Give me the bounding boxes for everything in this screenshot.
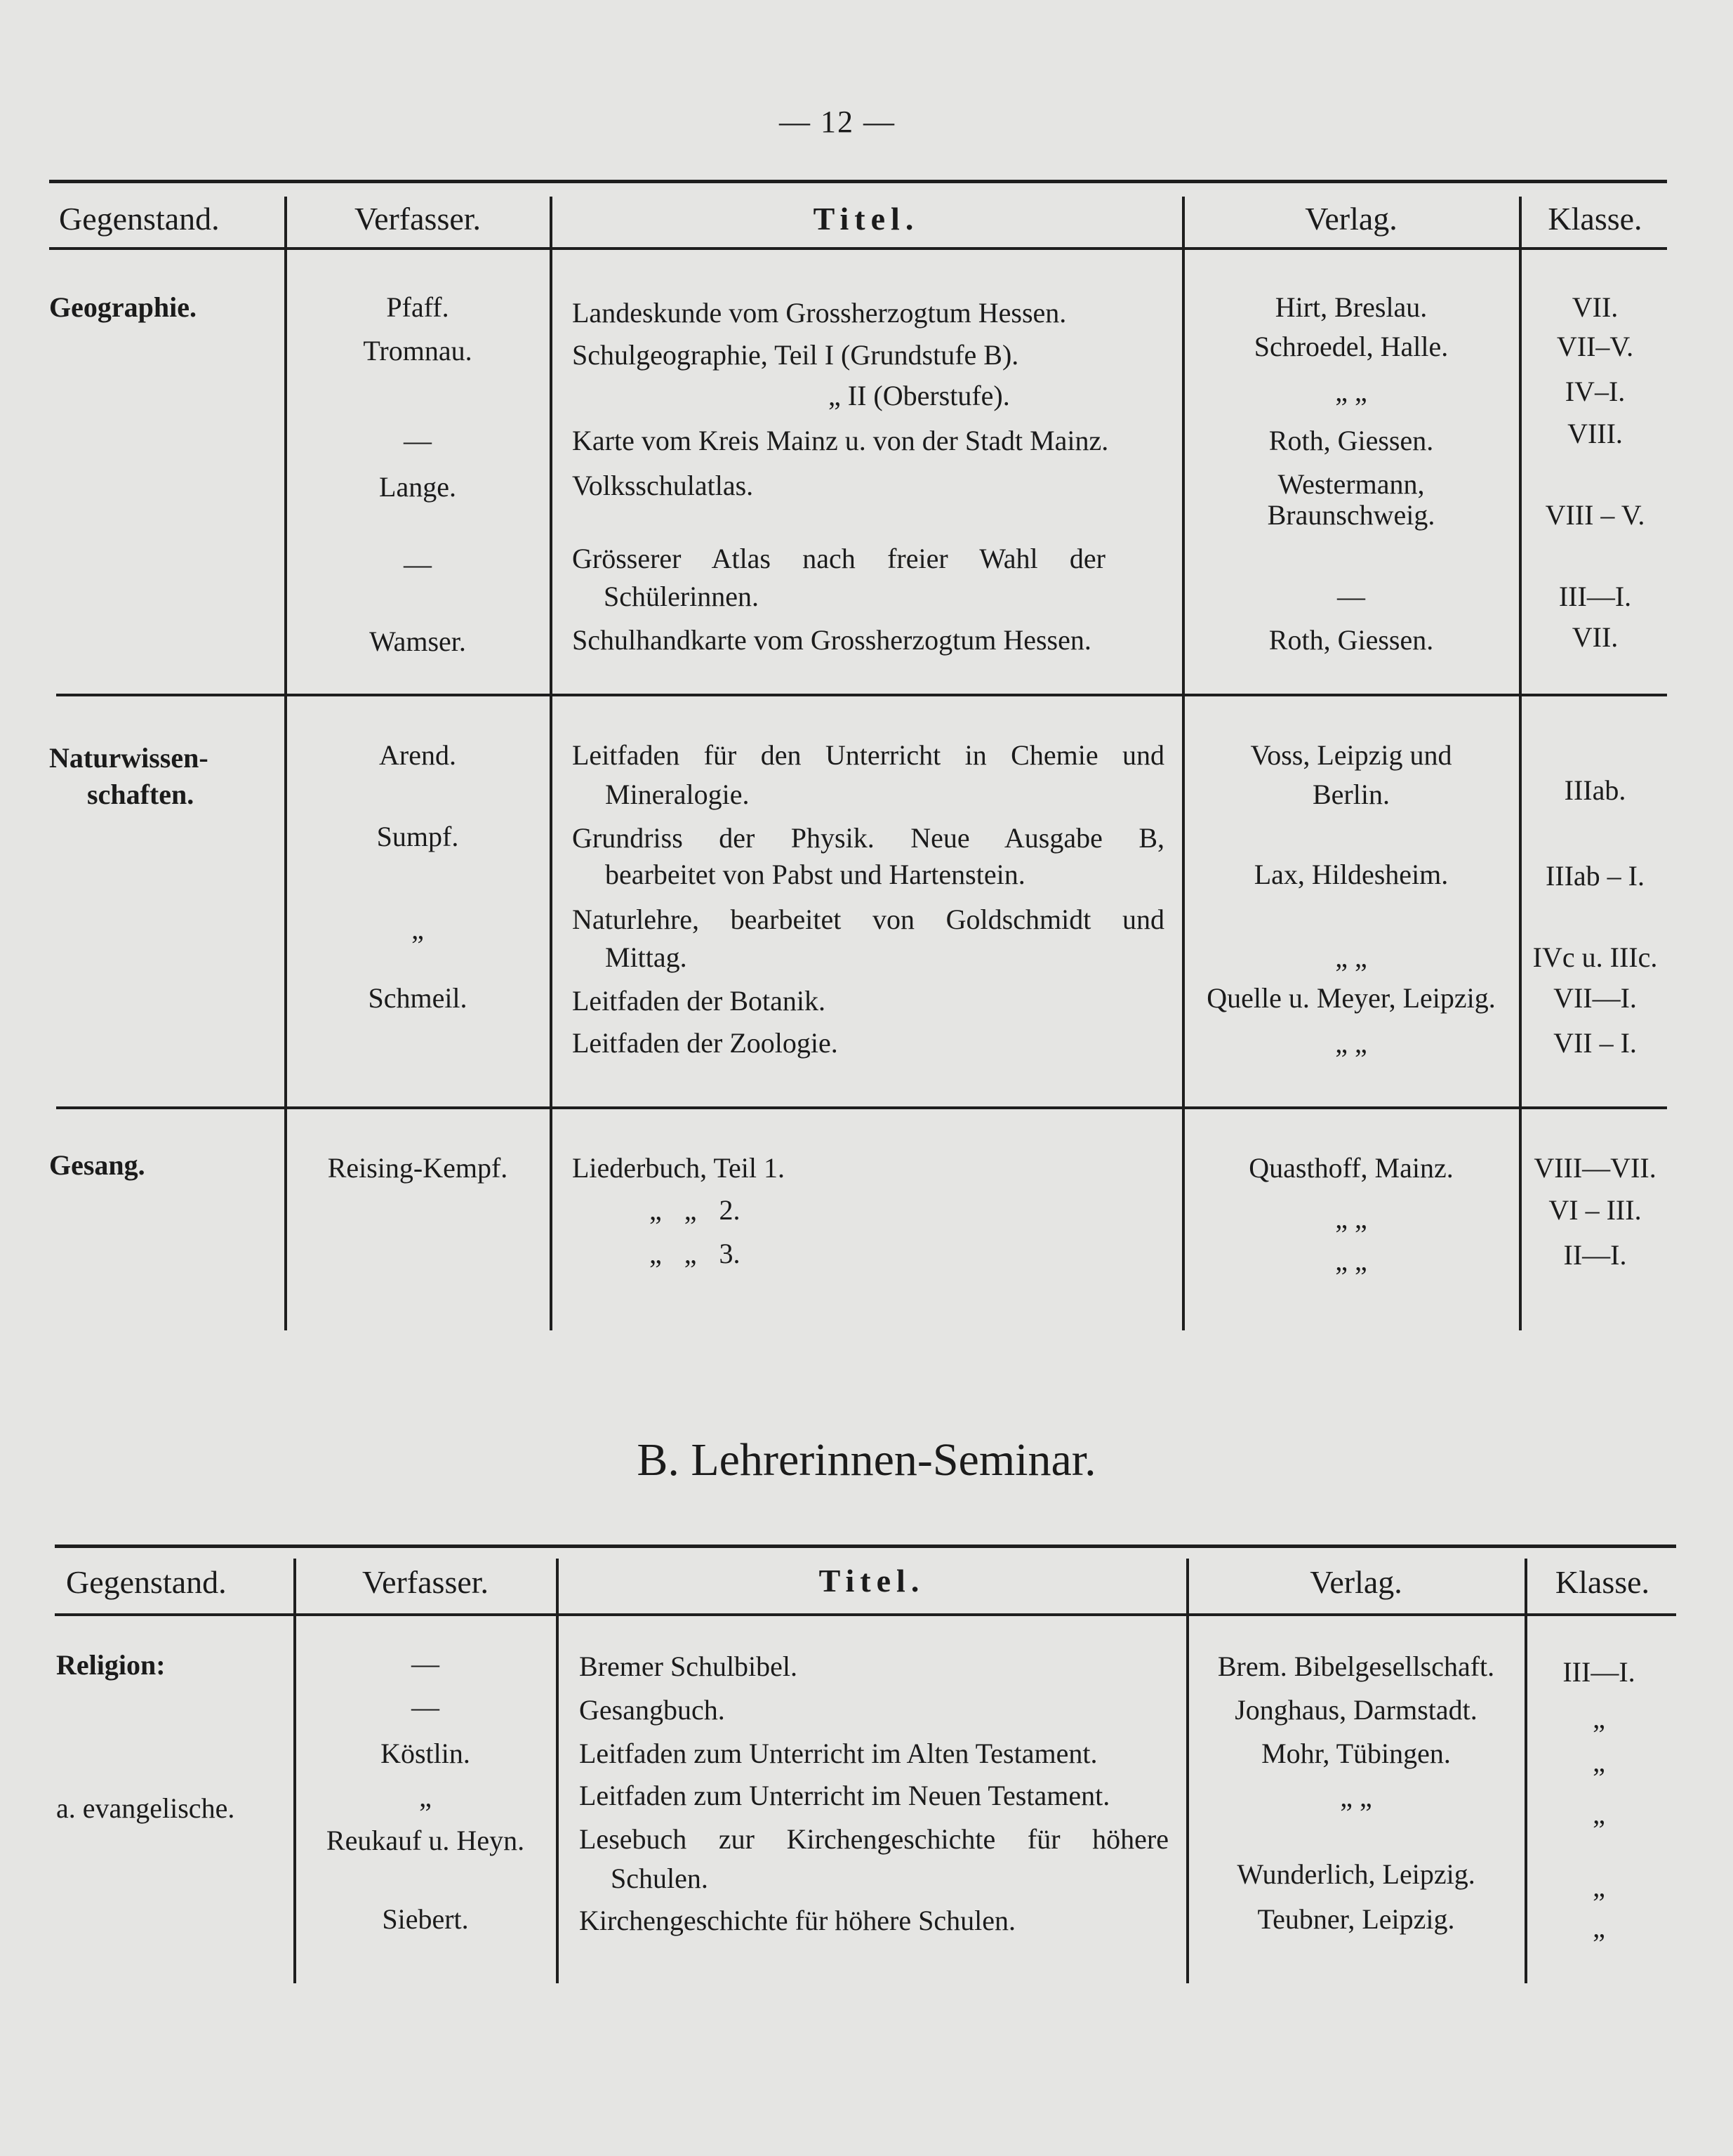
publisher-cell: Teubner, Leipzig. [1257,1903,1455,1935]
author-cell: „ [411,913,424,945]
author-cell: Reising-Kempf. [327,1152,508,1184]
class-cell: VII. [1572,621,1619,653]
class-cell: III—I. [1558,581,1632,612]
title-cell: Schulgeographie, Teil I (Grundstufe B). [572,339,1019,371]
author-cell: Reukauf u. Heyn. [326,1825,525,1856]
title-cell: Leitfaden zum Unterricht im Neuen Testament. [579,1780,1110,1811]
author-cell: Siebert. [382,1903,469,1935]
class-cell: „ [1593,1871,1605,1903]
page-number: — 12 — [779,105,896,139]
title-cell: Schulhandkarte vom Grossherzogtum Hessen. [572,624,1091,656]
class-cell: „ [1593,1798,1605,1830]
class-cell: „ [1593,1912,1605,1943]
title-cell: bearbeitet von Pabst und Hartenstein. [605,859,1025,890]
subject-gesang: Gesang. [49,1149,145,1181]
author-cell: Pfaff. [386,291,449,323]
author-cell: — [404,548,432,580]
title-cell: Bremer Schulbibel. [579,1651,798,1682]
publisher-cell: „ „ [1335,1203,1367,1234]
title-cell: Volksschulatlas. [572,470,754,501]
author-cell: — [411,1648,439,1679]
header-publisher: Verlag. [1305,201,1397,237]
author-cell: „ [419,1781,432,1813]
title-cell: Karte vom Kreis Mainz u. von der Stadt Mainz. [572,425,1109,456]
publisher-cell: Lax, Hildesheim. [1254,859,1449,890]
table-a-top-rule [49,180,1667,183]
title-cell: Landeskunde vom Grossherzogtum Hessen. [572,297,1067,329]
table-b-col-divider-2 [556,1559,559,1983]
table-a-col-divider-1 [284,197,287,1330]
subject-religion: Religion: [56,1649,166,1681]
title-cell: „ „ 2. [649,1194,741,1226]
publisher-cell: Roth, Giessen. [1268,425,1434,456]
title-cell: Leitfaden zum Unterricht im Alten Testament. [579,1738,1098,1769]
subject-evangelisch: a. evangelische. [56,1792,235,1824]
title-cell: „ II (Oberstufe). [828,380,1010,411]
header-subject: Gegenstand. [59,201,220,237]
publisher-cell: Schroedel, Halle. [1254,331,1449,362]
class-cell: VII – I. [1553,1027,1637,1059]
title-cell: Schulen. [611,1863,708,1894]
publisher-cell: Voss, Leipzig und [1250,739,1452,771]
title-cell: Gesangbuch. [579,1694,725,1726]
class-cell: VIII. [1567,418,1623,449]
header-subject: Gegenstand. [66,1564,227,1600]
title-cell: Grundriss der Physik. Neue Ausgabe B, [572,822,1164,854]
table-a-header-rule [49,247,1667,250]
publisher-cell: „ „ [1335,1245,1367,1276]
header-title: Titel. [818,1563,925,1599]
author-cell: Köstlin. [380,1738,470,1769]
author-cell: Schmeil. [368,982,467,1014]
subject-naturwissenschaften-line-2: schaften. [87,779,194,810]
publisher-cell: Mohr, Tübingen. [1261,1738,1451,1769]
title-cell: Leitfaden der Botanik. [572,985,825,1017]
table-b-col-divider-4 [1525,1559,1527,1983]
publisher-cell: Berlin. [1313,779,1390,810]
author-cell: Wamser. [369,626,466,657]
table-a-section-rule-1 [56,694,1667,696]
table-a-section-rule-2 [56,1106,1667,1109]
class-cell: VI – III. [1548,1194,1642,1226]
publisher-cell: „ „ [1335,1027,1367,1059]
publisher-cell: Jonghaus, Darmstadt. [1235,1694,1478,1726]
class-cell: VII–V. [1556,331,1634,362]
class-cell: IV–I. [1565,376,1626,407]
table-a-col-divider-3 [1182,197,1185,1330]
table-b-col-divider-3 [1186,1559,1189,1983]
title-cell: Mittag. [605,941,687,973]
class-cell: VII. [1572,291,1619,323]
publisher-cell: „ „ [1335,376,1367,407]
header-title: Titel. [813,201,919,237]
title-cell: Liederbuch, Teil 1. [572,1152,785,1184]
author-cell: — [411,1691,439,1723]
title-cell: Naturlehre, bearbeitet von Goldschmidt und [572,904,1164,935]
title-cell: „ „ 3. [649,1238,741,1269]
class-cell: II—I. [1563,1239,1627,1271]
author-cell: Lange. [379,471,456,503]
header-publisher: Verlag. [1310,1564,1402,1600]
publisher-cell: Roth, Giessen. [1268,624,1434,656]
table-b-header-rule [55,1613,1676,1616]
section-b-heading: B. Lehrerinnen-Seminar. [637,1434,1096,1486]
author-cell: Tromnau. [363,335,472,366]
publisher-cell: — [1337,581,1365,612]
class-cell: VIII—VII. [1534,1152,1656,1184]
class-cell: III—I. [1562,1656,1635,1688]
header-class: Klasse. [1555,1564,1650,1600]
title-cell: Leitfaden für den Unterricht in Chemie und [572,739,1164,771]
class-cell: „ [1593,1702,1605,1734]
publisher-cell: Brem. Bibelgesellschaft. [1217,1651,1495,1682]
publisher-cell: „ „ [1340,1781,1372,1813]
table-b-col-divider-1 [293,1559,296,1983]
class-cell: IIIab. [1564,774,1626,806]
title-cell: Grösserer Atlas nach freier Wahl der [572,543,1105,574]
publisher-cell: Wunderlich, Leipzig. [1237,1858,1475,1890]
subject-geographie: Geographie. [49,291,197,323]
header-class: Klasse. [1548,201,1642,237]
table-a-col-divider-4 [1519,197,1522,1330]
class-cell: IVc u. IIIc. [1532,941,1658,973]
author-cell: Sumpf. [376,821,459,852]
author-cell: Arend. [379,739,456,771]
class-cell: VIII – V. [1545,499,1645,531]
title-cell: Schülerinnen. [604,581,759,612]
header-author: Verfasser. [361,1564,489,1600]
publisher-cell: Westermann, [1277,468,1425,500]
class-cell: VII—I. [1553,982,1637,1014]
publisher-cell: Quelle u. Meyer, Leipzig. [1207,982,1496,1014]
title-cell: Mineralogie. [605,779,750,810]
subject-naturwissenschaften-line-1: Naturwissen- [49,742,208,774]
class-cell: „ [1593,1746,1605,1778]
class-cell: IIIab – I. [1545,860,1645,892]
table-b-top-rule [55,1545,1676,1548]
publisher-cell: Hirt, Breslau. [1275,291,1428,323]
publisher-cell: „ „ [1335,941,1367,973]
author-cell: — [404,425,432,456]
publisher-cell: Quasthoff, Mainz. [1249,1152,1454,1184]
header-author: Verfasser. [354,201,482,237]
publisher-cell: Braunschweig. [1267,499,1435,531]
title-cell: Lesebuch zur Kirchengeschichte für höhere [579,1823,1169,1855]
table-a-col-divider-2 [550,197,552,1330]
title-cell: Leitfaden der Zoologie. [572,1027,838,1059]
title-cell: Kirchengeschichte für höhere Schulen. [579,1905,1016,1936]
